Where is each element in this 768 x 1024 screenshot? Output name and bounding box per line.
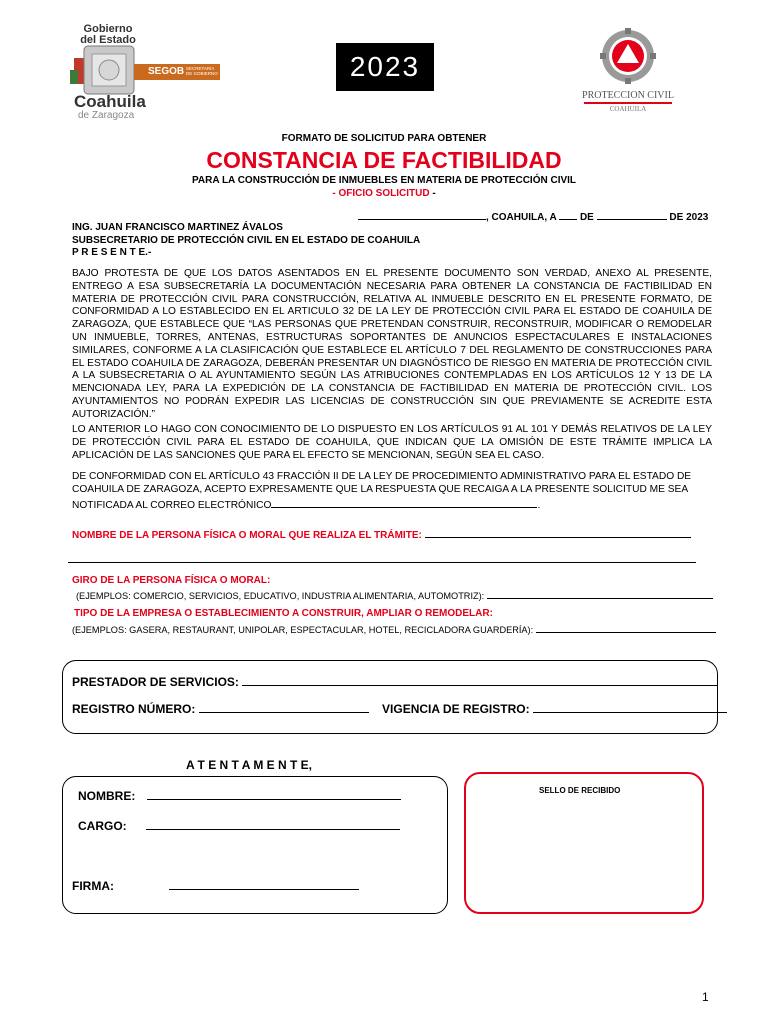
page-number: 1	[702, 990, 709, 1004]
nombre-persona-row	[72, 528, 691, 541]
nombre-persona-label: NOMBRE DE LA PERSONA FÍSICA O MORAL QUE REALIZA EL TRÁMITE:	[72, 530, 422, 541]
page-title: CONSTANCIA DE FACTIBILIDAD	[206, 147, 562, 173]
body-paragraph-3-text: DE CONFORMIDAD CON EL ARTÍCULO 43 FRACCIÓN II DE LA LEY DE PROCEDIMIENTO ADMINISTRATIVO PARA EL ESTADO DE COAHUILA DE ZARAGOZA, ACEPTO EXPRESAMENTE QUE LA RESPUESTA QUE RECAIGA A LA PRESENTE SOLICITUD ME SEA NOTIFICADA AL CORREO ELECTRÓNICO	[72, 471, 692, 511]
gov-line1: Gobierno	[83, 23, 133, 35]
year-badge: 2023	[336, 43, 434, 91]
sign-firma-field[interactable]	[169, 880, 359, 890]
title-line3: PARA LA CONSTRUCCIÓN DE INMUEBLES EN MATERIA DE PROTECCIÓN CIVIL	[191, 175, 577, 186]
pc-divider	[584, 102, 672, 104]
segob-sublabel: SECRETARÍA DE GOBIERNO	[186, 66, 218, 76]
sign-nombre-field[interactable]	[147, 790, 401, 800]
sign-nombre-label: NOMBRE:	[78, 789, 136, 803]
vigencia-field[interactable]	[533, 702, 727, 713]
oficio-line	[0, 188, 768, 199]
date-place: , COAHUILA, A	[486, 212, 557, 223]
pc-state: COAHUILA	[609, 105, 647, 113]
registro-label: REGISTRO NÚMERO:	[72, 702, 196, 716]
day-field[interactable]	[559, 210, 577, 220]
giro-label: GIRO DE LA PERSONA FÍSICA O MORAL:	[72, 575, 271, 586]
date-de1: DE	[579, 212, 594, 223]
addressee-title: SUBSECRETARIO DE PROTECCIÓN CIVIL EN EL ESTADO DE COAHUILA	[72, 235, 421, 246]
registro-field[interactable]	[199, 702, 369, 713]
giro-row	[76, 589, 713, 601]
email-field[interactable]	[271, 497, 537, 508]
month-field[interactable]	[597, 210, 667, 220]
body-paragraph-2: LO ANTERIOR LO HAGO CON CONOCIMIENTO DE LO DISPUESTO EN LOS ARTÍCULOS 91 AL 101 Y DEMÁS RELATIVOS DE LA LEY DE PROTECCIÓN CIVIL PARA EL ESTADO DE COAHUILA, QUE INDICAN QUE LA OMISIÓN DE ESTE TRÁMITE IMPLICA LA APLICACIÓN DE LAS SANCIONES QUE PARA EL EFECTO SE MENCIONAN, SEGÚN SEA EL CASO.	[72, 424, 712, 461]
atentamente: A T E N T A M E N T E,	[186, 758, 312, 772]
giro-field[interactable]	[487, 589, 713, 599]
state-sub: de Zaragoza	[78, 110, 135, 121]
sello-label: SELLO DE RECIBIDO	[539, 786, 621, 795]
oficio-prefix: -	[332, 188, 339, 199]
body-paragraph-3: DE CONFORMIDAD CON EL ARTÍCULO 43 FRACCIÓN II DE LA LEY DE PROCEDIMIENTO ADMINISTRATIVO PARA EL ESTADO DE COAHUILA DE ZARAGOZA, ACEPTO EXPRESAMENTE QUE LA RESPUESTA QUE RECAIGA A LA PRESENTE SOLICITUD ME SEA NOTIFICADA AL CORREO ELECTRÓNICO .	[72, 471, 692, 511]
tipo-field[interactable]	[536, 623, 716, 633]
title-line1: FORMATO DE SOLICITUD PARA OBTENER	[281, 133, 487, 144]
body-paragraph-1: BAJO PROTESTA DE QUE LOS DATOS ASENTADOS EN EL PRESENTE DOCUMENTO SON VERDAD, ANEXO AL PRESENTE, ENTREGO A ESA SUBSECRETARÍA LA DOCUMENTACIÓN NECESARIA PARA OBTENER LA CONSTANCIA DE FACTIBILIDAD EN MATERIA DE PROTECCIÓN CIVIL PARA CONSTRUCCIÓN, RELATIVA AL INMUEBLE DESCRITO EN EL PRESENTE FORMATO, DE CONFORMIDAD A LO ESTABLECIDO EN EL ARTICULO 32 DE LA LEY DE PROTECCIÓN CIVIL PARA EL ESTADO DE COAHUILA DE ZARAGOZA, QUE ESTABLECE QUE “LAS PERSONAS QUE PRETENDAN CONSTRUIR, RECONSTRUIR, MODIFICAR O REMODELAR UN INMUEBLE, TORRES, ANTENAS, ESTRUCTURAS SOPORTANTES DE ANUNCIOS ESPECTACULARES E INSTALACIONES SIMILARES, CONFORME A LA CLASIFICACIÓN QUE ESTABLECE EL ARTÍCULO 7 DEL REGLAMENTO DE CONSTRUCCIONES PARA EL ESTADO COAHUILA DE ZARAGOZA, DEBERÁN PRESENTAR UN DIAGNÓSTICO DE RIESGO EN MATERIA DE PROTECCIÓN CIVIL A LA SUBSECRETARIA O AL AYUNTAMIENTO SEGÚN LAS ATRIBUCIONES CONTEMPLADAS EN LOS ARTÍCULOS 12 Y 13 DE LA MENCIONADA LEY, PARA LA EXPEDICIÓN DE LA CONSTANCIA DE FACTIBILIDAD EN MATERIA DE PROTECCIÓN CIVIL. LOS AYUNTAMIENTOS NO PODRÁN EXPEDIR LAS LICENCIAS DE CONSTRUCCIÓN SIN QUE PREVIAMENTE SE ACREDITE ESTA AUTORIZACIÓN.”	[72, 268, 712, 420]
registro-row	[72, 702, 727, 716]
tipo-label: TIPO DE LA EMPRESA O ESTABLECIMIENTO A CONSTRUIR, AMPLIAR O REMODELAR:	[74, 608, 493, 619]
provider-box	[62, 660, 718, 734]
nombre-persona-field-2[interactable]	[68, 562, 696, 563]
gobierno-coahuila-logo	[68, 24, 228, 124]
vigencia-label: VIGENCIA DE REGISTRO:	[382, 702, 530, 716]
date-de2: DE 2023	[669, 212, 709, 223]
gov-line2: del Estado	[80, 34, 136, 46]
prestador-row	[72, 675, 718, 689]
prestador-label: PRESTADOR DE SERVICIOS:	[72, 675, 239, 689]
tipo-hint: (EJEMPLOS: GASERA, RESTAURANT, UNIPOLAR, ESPECTACULAR, HOTEL, RECICLADORA GUARDERÍA):	[72, 625, 534, 635]
sign-firma-row	[72, 879, 359, 893]
proteccion-civil-logo	[576, 28, 680, 120]
nombre-persona-field[interactable]	[425, 528, 691, 538]
city-field[interactable]	[358, 210, 486, 220]
sign-firma-label: FIRMA:	[72, 879, 114, 893]
oficio-suffix: -	[429, 188, 436, 199]
pc-name: PROTECCION CIVIL	[582, 90, 674, 101]
giro-hint: (EJEMPLOS: COMERCIO, SERVICIOS, EDUCATIVO, INDUSTRIA ALIMENTARIA, AUTOMOTRIZ):	[76, 591, 485, 601]
sign-cargo-label: CARGO:	[78, 819, 127, 833]
prestador-field[interactable]	[242, 675, 718, 686]
segob-label: SEGOB	[148, 66, 185, 77]
date-line	[358, 210, 718, 223]
state-name: Coahuila	[74, 92, 146, 111]
sign-nombre-row	[78, 789, 401, 803]
tipo-row	[72, 623, 716, 635]
addressee-name: ING. JUAN FRANCISCO MARTINEZ ÁVALOS	[72, 222, 283, 233]
sign-cargo-field[interactable]	[146, 820, 400, 830]
oficio-label: OFICIO SOLICITUD	[338, 188, 430, 199]
addressee-presente: P R E S E N T E.-	[72, 247, 152, 258]
sign-cargo-row	[78, 819, 400, 833]
